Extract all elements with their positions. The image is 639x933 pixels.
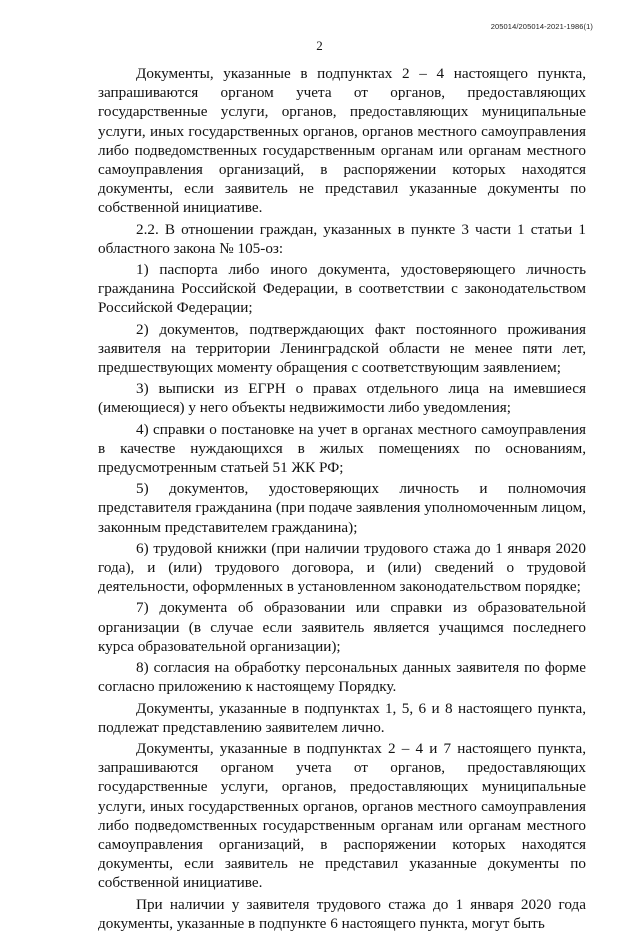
paragraph-employment-before-2020: При наличии у заявителя трудового стажа до 1 января 2020 года документы, указанные в подпункте 6 настоящего пункта, могут быть	[98, 895, 586, 932]
paragraph-documents-requested: Документы, указанные в подпунктах 2 – 4 настоящего пункта, запрашиваются органом учета от органов, предоставляющих государственные услуги, органов, предоставляющих муниципальные услуги, иных государственных органов, органов местного самоуправления либо подведомственных государственным органам или органам местного самоуправления организаций, в распоряжении которых находятся документы, если заявитель не представил указанные документы по собственной инициативе.	[98, 65, 586, 217]
list-item-7-education: 7) документа об образовании или справки из образовательной организации (в случае если заявитель является учащимся последнего курса образовательной организации);	[98, 599, 586, 655]
list-item-6-employment: 6) трудовой книжки (при наличии трудового стажа до 1 января 2020 года), и (или) трудового договора, и (или) сведений о трудовой деятельности, оформленных в установленном законодательством порядке;	[98, 539, 586, 596]
list-item-3-egrn: 3) выписки из ЕГРН о правах отдельного лица на имевшиеся (имеющиеся) у него объекты недвижимости либо уведомления;	[98, 380, 586, 417]
page-number: 2	[316, 38, 323, 53]
list-item-2-residence: 2) документов, подтверждающих факт постоянного проживания заявителя на территории Ленинградской области не менее пяти лет, предшествующих моменту обращения с соответствующим заявлением;	[98, 320, 586, 377]
document-body	[98, 64, 586, 933]
paragraph-documents-requested-2: Документы, указанные в подпунктах 2 – 4 и 7 настоящего пункта, запрашиваются органом учета от органов, предоставляющих государственные услуги, органов, предоставляющих муниципальные услуги, иных государственных органов, органов местного самоуправления либо подведомственных государственным органам или органам местного самоуправления организаций, в распоряжении которых находятся документы, если заявитель не представил указанные документы по собственной инициативе.	[98, 739, 586, 892]
list-item-4-registration: 4) справки о постановке на учет в органах местного самоуправления в качестве нуждающихся в жилых помещениях по основаниям, предусмотренным статьей 51 ЖК РФ;	[98, 420, 586, 477]
list-item-8-consent: 8) согласия на обработку персональных данных заявителя по форме согласно приложению к настоящему Порядку.	[98, 659, 586, 696]
list-item-5-representative: 5) документов, удостоверяющих личность и полномочия представителя гражданина (при подаче заявления уполномоченным лицом, законным представителем гражданина);	[98, 480, 586, 536]
paragraph-2-2-heading: 2.2. В отношении граждан, указанных в пункте 3 части 1 статьи 1 областного закона № 105-оз:	[98, 220, 586, 257]
document-id: 205014/205014-2021-1986(1)	[490, 22, 593, 31]
list-item-1-passport: 1) паспорта либо иного документа, удостоверяющего личность гражданина Российской Федерации, в соответствии с законодательством Российской Федерации;	[98, 261, 586, 317]
paragraph-submitted-in-person: Документы, указанные в подпунктах 1, 5, 6 и 8 настоящего пункта, подлежат представлению заявителем лично.	[98, 699, 586, 736]
